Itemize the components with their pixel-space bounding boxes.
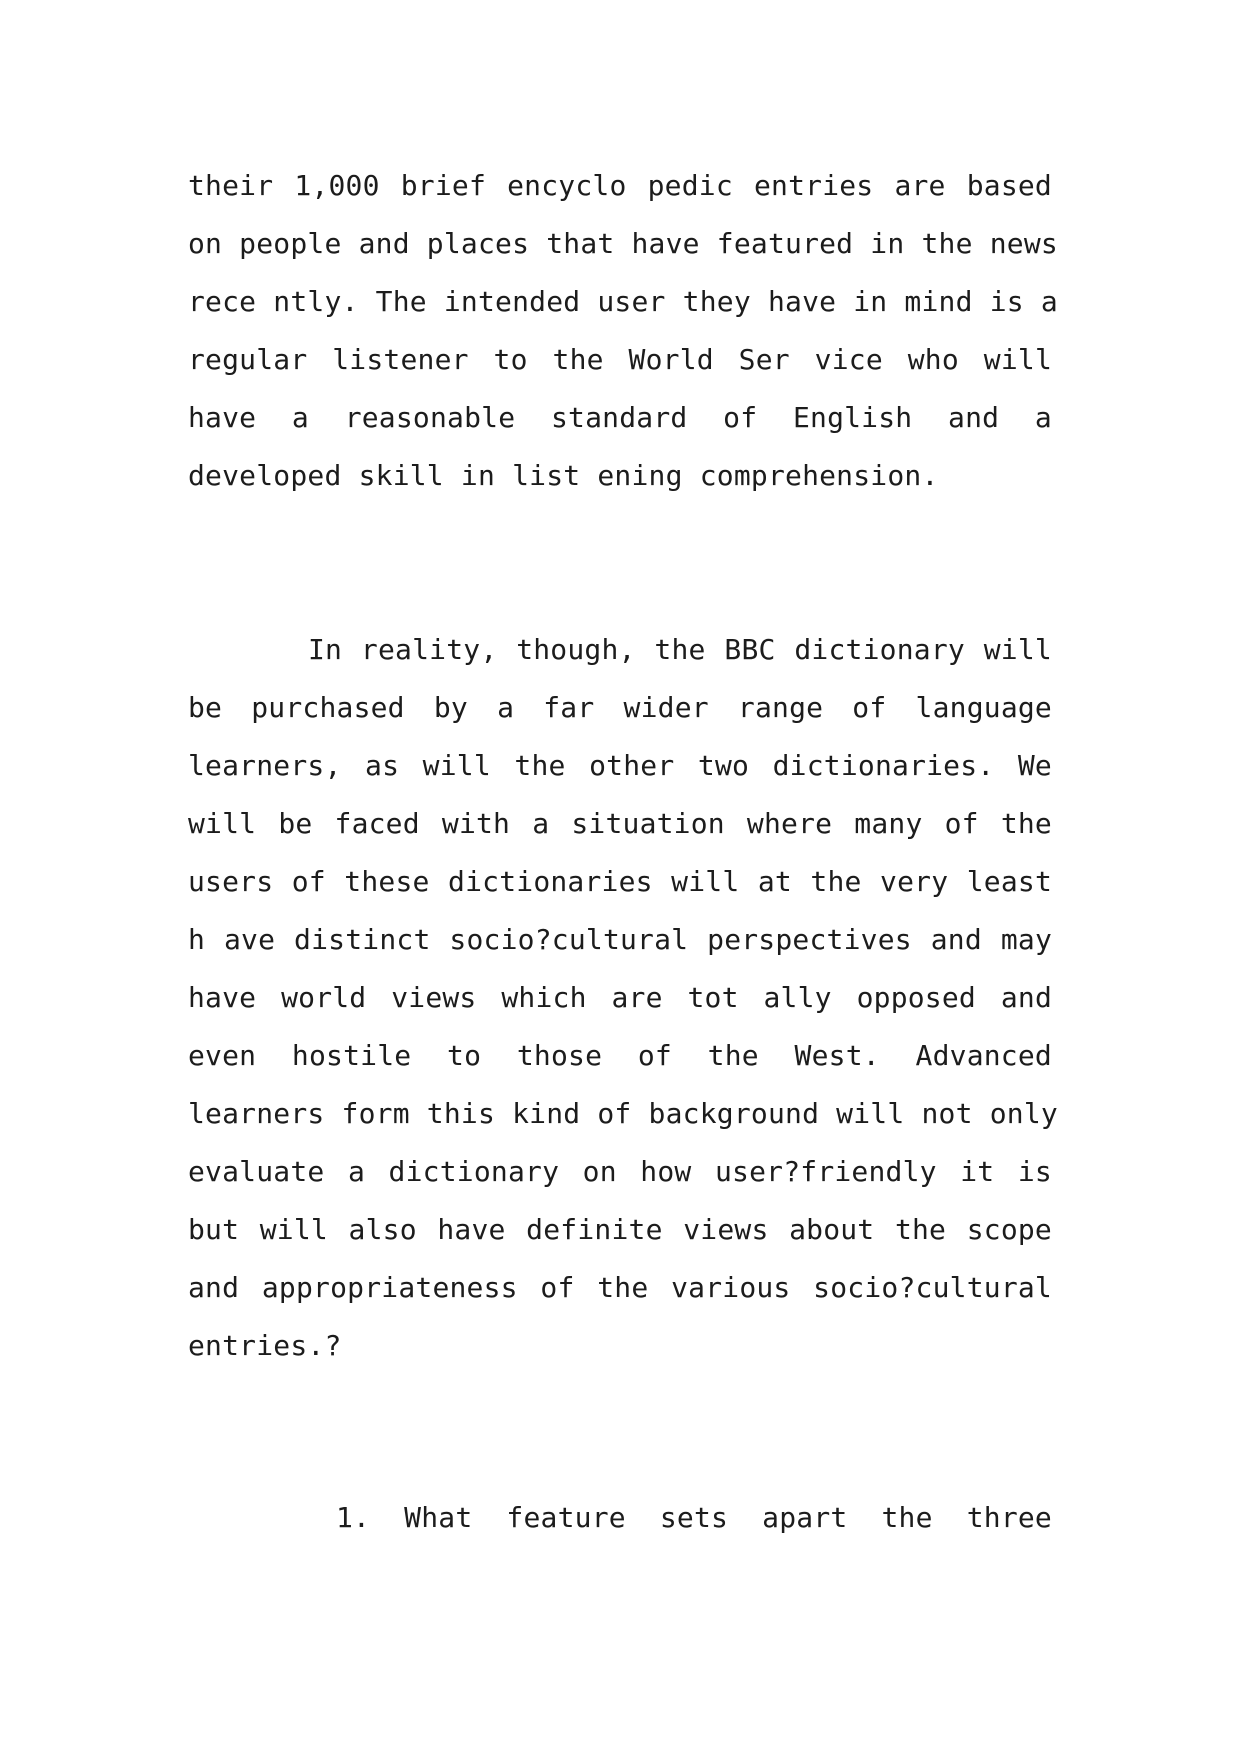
text-line: have a reasonable standard of English and a xyxy=(188,401,1052,434)
text-line: In reality, though, the BBC dictionary will xyxy=(308,633,1052,666)
text-line: on people and places that have featured in the news xyxy=(188,227,1058,260)
text-line: rece ntly. The intended user they have in mind is a xyxy=(188,285,1058,318)
text-line: learners form this kind of background will not only xyxy=(188,1097,1058,1130)
text-line: their 1,000 brief encyclo pedic entries are based xyxy=(188,169,1052,202)
text-line: be purchased by a far wider range of language xyxy=(188,691,1052,724)
text-line: users of these dictionaries will at the very least xyxy=(188,865,1052,898)
text-line: learners, as will the other two dictionaries. We xyxy=(188,749,1052,782)
text-line: but will also have definite views about the scope xyxy=(188,1213,1052,1246)
text-line: developed skill in list ening comprehension. xyxy=(188,459,939,492)
text-line: have world views which are tot ally opposed and xyxy=(188,981,1052,1014)
text-line: regular listener to the World Ser vice who will xyxy=(188,343,1052,376)
text-line: and appropriateness of the various socio?cultural xyxy=(188,1271,1052,1304)
text-line: entries.? xyxy=(188,1329,342,1362)
text-line: will be faced with a situation where many of the xyxy=(188,807,1052,840)
text-line: even hostile to those of the West. Advanced xyxy=(188,1039,1052,1072)
text-line: h ave distinct socio?cultural perspectives and may xyxy=(188,923,1052,956)
text-line: evaluate a dictionary on how user?friendly it is xyxy=(188,1155,1052,1188)
list-item: 1. What feature sets apart the three xyxy=(336,1501,1052,1534)
